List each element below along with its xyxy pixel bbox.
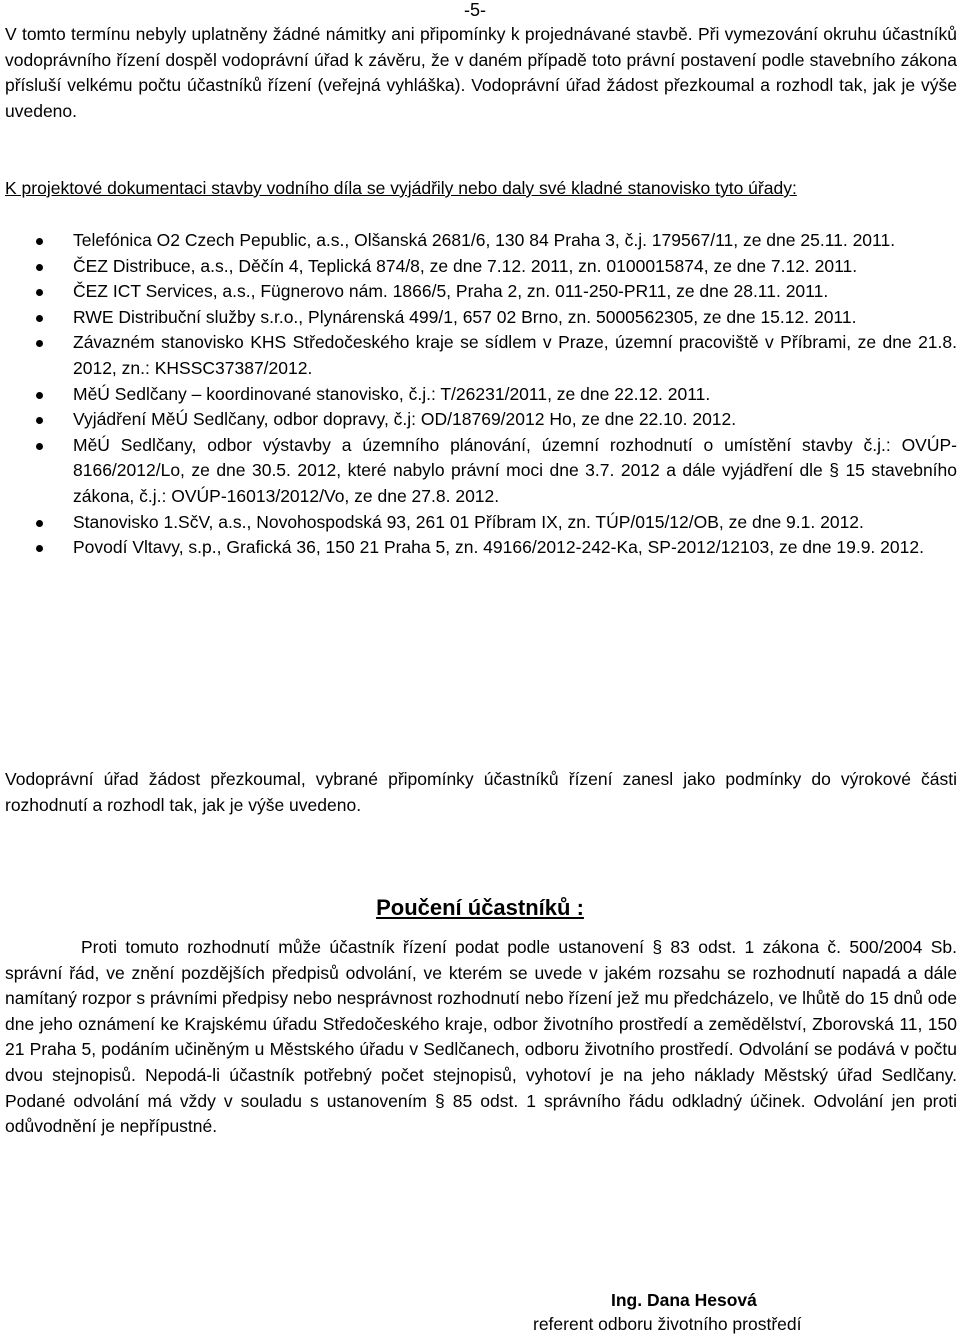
bullet-icon xyxy=(36,417,43,424)
list-item: Závazném stanovisko KHS Středočeského kraje se sídlem v Praze, územní pracoviště v Příbrami, ze dne 21.8. 2012, zn.: KHSSC37387/2012. xyxy=(0,330,957,381)
bullet-icon xyxy=(36,545,43,552)
list-item: Telefónica O2 Czech Pepublic, a.s., Olšanská 2681/6, 130 84 Praha 3, č.j. 179567/11, ze dne 25.11. 2011. xyxy=(0,228,957,254)
opinions-list xyxy=(0,228,957,561)
bullet-icon xyxy=(36,315,43,322)
intro-paragraph: V tomto termínu nebyly uplatněny žádné námitky ani připomínky k projednávané stavbě. Při vymezování okruhu účastníků vodoprávního řízení dospěl vodoprávní úřad k závěru, že v daném případě toto právní postavení podle stavebního zákona přísluší velkému počtu účastníků řízení (veřejná vyhláška). Vodoprávní úřad žádost přezkoumal a rozhodl tak, jak je výše uvedeno. xyxy=(5,24,957,121)
list-item: Stanovisko 1.SčV, a.s., Novohospodská 93, 261 01 Příbram IX, zn. TÚP/015/12/OB, ze dne 9.1. 2012. xyxy=(0,510,957,536)
review-paragraph: Vodoprávní úřad žádost přezkoumal, vybrané připomínky účastníků řízení zanesl jako podmínky do výrokové části rozhodnutí a rozhodl tak, jak je výše uvedeno. xyxy=(5,769,957,815)
bullet-icon xyxy=(36,264,43,271)
list-item: ČEZ ICT Services, a.s., Fügnerovo nám. 1866/5, Praha 2, zn. 011-250-PR11, ze dne 28.11. 2011. xyxy=(0,279,957,305)
bullet-icon xyxy=(36,289,43,296)
opinions-heading: K projektové dokumentaci stavby vodního díla se vyjádřily nebo daly své kladné stanovisko tyto úřady: xyxy=(5,178,797,198)
bullet-icon xyxy=(36,520,43,527)
bullet-icon xyxy=(36,238,43,245)
signature-name: Ing. Dana Hesová xyxy=(611,1290,757,1310)
list-item: MěÚ Sedlčany – koordinované stanovisko, č.j.: T/26231/2011, ze dne 22.12. 2011. xyxy=(0,382,957,408)
bullet-icon xyxy=(36,443,43,450)
list-item: Povodí Vltavy, s.p., Grafická 36, 150 21 Praha 5, zn. 49166/2012-242-Ka, SP-2012/12103, ze dne 19.9. 2012. xyxy=(0,535,957,561)
list-item: Vyjádření MěÚ Sedlčany, odbor dopravy, č.j: OD/18769/2012 Ho, ze dne 22.10. 2012. xyxy=(0,407,957,433)
signature-role: referent odboru životního prostředí xyxy=(533,1314,802,1334)
bullet-icon xyxy=(36,340,43,347)
page-number: -5- xyxy=(464,0,486,20)
instruction-paragraph: Proti tomuto rozhodnutí může účastník řízení podat podle ustanovení § 83 odst. 1 zákona č. 500/2004 Sb. správní řád, ve znění pozdějších předpisů odvolání, ve kterém se uvede v jakém rozsahu se rozhodnutí napadá a dále namítaný rozpor s právními předpisy nebo nesprávnost rozhodnutí nebo řízení jež mu předcházelo, ve lhůtě do 15 dnů ode dne jeho oznámení ke Krajskému úřadu Středočeského kraje, odbor životního prostředí a zemědělství, Zborovská 11, 150 21 Praha 5, podáním učiněným u Městského úřadu v Sedlčanech, odboru životního prostředí. Odvolání se podává v počtu dvou stejnopisů. Nepodá-li účastník potřebný počet stejnopisů, vyhotoví je na jeho náklady Městský úřad Sedlčany. Podané odvolání má vždy v souladu s ustanovením § 85 odst. 1 správního řádu odkladný účinek. Odvolání jen proti odůvodnění je nepřípustné. xyxy=(5,937,957,1137)
list-item: ČEZ Distribuce, a.s., Děčín 4, Teplická 874/8, ze dne 7.12. 2011, zn. 0100015874, ze dne 7.12. 2011. xyxy=(0,254,957,280)
list-item: RWE Distribuční služby s.r.o., Plynárenská 499/1, 657 02 Brno, zn. 5000562305, ze dne 15.12. 2011. xyxy=(0,305,957,331)
bullet-icon xyxy=(36,392,43,399)
instruction-heading: Poučení účastníků : xyxy=(376,895,584,920)
list-item: MěÚ Sedlčany, odbor výstavby a územního plánování, územní rozhodnutí o umístění stavby č.j.: OVÚP-8166/2012/Lo, ze dne 30.5. 2012, které nabylo právní moci dne 3.7. 2012 a dále vyjádření dle § 15 stavebního zákona, č.j.: OVÚP-16013/2012/Vo, ze dne 27.8. 2012. xyxy=(0,433,957,510)
